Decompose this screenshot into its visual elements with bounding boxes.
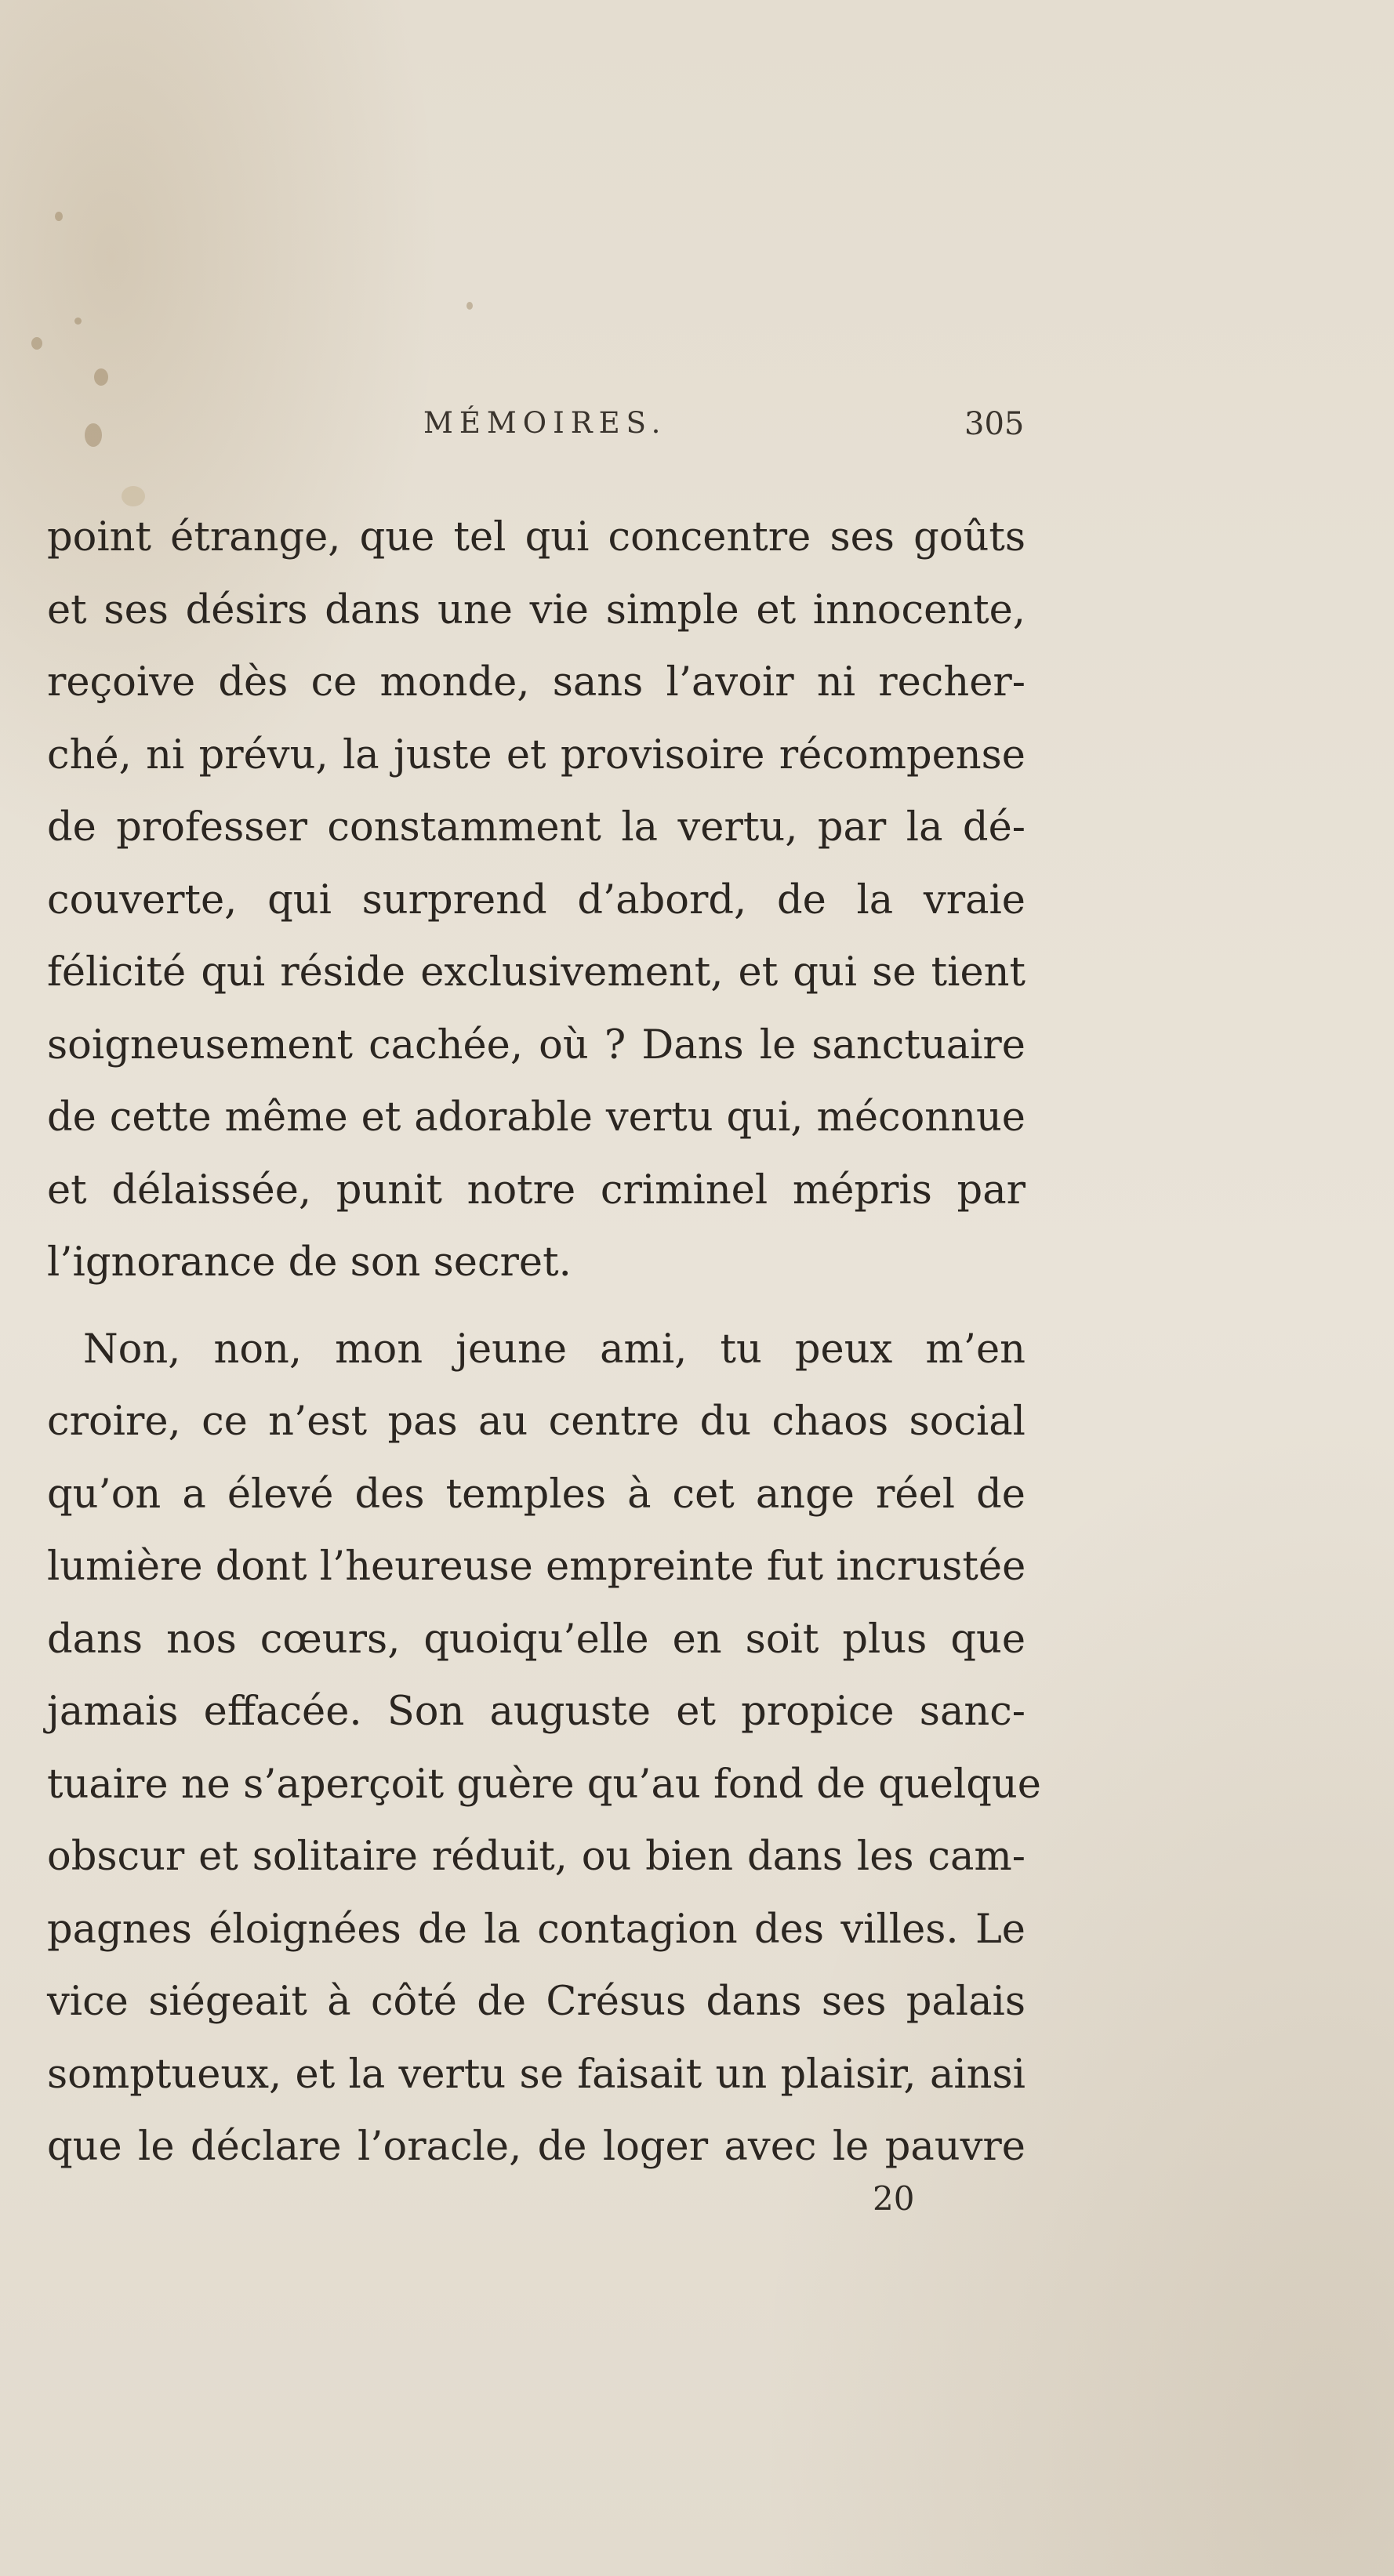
text-line: Non, non, mon jeune ami, tu peux m’en: [83, 1326, 1026, 1373]
text-line: obscur et solitaire réduit, ou bien dans les cam-: [47, 1834, 1026, 1880]
text-line: l’ignorance de son secret.: [47, 1239, 572, 1286]
text-line: et délaissée, punit notre criminel mépris par: [47, 1166, 1026, 1214]
paragraph-gap: [47, 1300, 1026, 1314]
page-header: [0, 406, 1394, 453]
foxing-stain: [55, 212, 63, 221]
foxing-stain: [466, 302, 473, 310]
text-line: croire, ce n’est pas au centre du chaos social: [47, 1399, 1026, 1445]
text-line: somptueux, et la vertu se faisait un plaisir, ainsi: [47, 2051, 1026, 2098]
page-number: 305: [964, 406, 1025, 442]
text-line: tuaire ne s’aperçoit guère qu’au fond de quelque: [47, 1761, 1041, 1808]
body-text: [47, 502, 1041, 2184]
text-line: pagnes éloignées de la contagion des villes. Le: [47, 1906, 1026, 1953]
text-line: point étrange, que tel qui concentre ses goûts: [47, 514, 1026, 561]
paragraph-1: [47, 502, 1026, 1300]
text-line: dans nos cœurs, quoiqu’elle en soit plus que: [47, 1616, 1026, 1663]
foxing-stain: [31, 337, 42, 350]
text-line: couverte, qui surprend d’abord, de la vraie: [47, 876, 1026, 923]
text-line: lumière dont l’heureuse empreinte fut incrustée: [47, 1544, 1026, 1590]
text-line: que le déclare l’oracle, de loger avec le pauvre: [47, 2124, 1026, 2170]
running-head: MÉMOIRES.: [423, 406, 667, 440]
paragraph-2: [47, 1314, 1041, 2184]
signature-mark: 20: [873, 2179, 915, 2218]
text-line: jamais effacée. Son auguste et propice sanc-: [47, 1689, 1026, 1735]
text-line: soigneusement cachée, où ? Dans le sanctuaire: [47, 1021, 1026, 1068]
text-line: vice siégeait à côté de Crésus dans ses palais: [47, 1979, 1026, 2025]
text-line: ché, ni prévu, la juste et provisoire récompense: [47, 731, 1026, 778]
text-line: reçoive dès ce monde, sans l’avoir ni recher-: [47, 659, 1026, 706]
text-line: et ses désirs dans une vie simple et innocente,: [47, 586, 1026, 633]
text-line: de professer constamment la vertu, par la dé-: [47, 804, 1026, 851]
text-line: félicité qui réside exclusivement, et qui se tient: [47, 949, 1026, 996]
foxing-stain: [74, 317, 82, 325]
text-line: de cette même et adorable vertu qui, méconnue: [47, 1094, 1026, 1141]
text-line: qu’on a élevé des temples à cet ange réel de: [47, 1471, 1026, 1518]
foxing-stain: [94, 368, 108, 386]
